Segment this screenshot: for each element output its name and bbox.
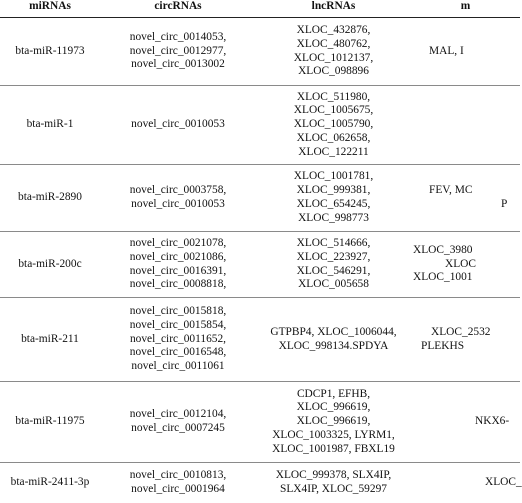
mirna-cell: bta-miR-200c	[0, 232, 100, 298]
lncrna-line: XLOC_1005675,	[293, 104, 374, 117]
table-row	[0, 18, 520, 86]
mrna-cell	[411, 86, 520, 165]
table-row	[0, 463, 520, 503]
circrna-line: novel_circ_0016548,	[129, 346, 227, 359]
circrna-line: novel_circ_0012977,	[129, 44, 227, 57]
lncrna-cell	[256, 382, 411, 463]
circrna-line: novel_circ_0013002	[131, 58, 225, 71]
mrna-line: MAL, I	[429, 44, 464, 57]
circrna-cell	[100, 298, 256, 382]
lncrna-line: XLOC_480762,	[296, 37, 371, 50]
circrna-line: novel_circ_0021086,	[129, 250, 227, 263]
circrna-line: novel_circ_0010813,	[129, 468, 227, 481]
circrna-line: novel_circ_0016391,	[129, 264, 227, 277]
mrna-line: XLOC_3980	[413, 243, 473, 256]
mrna-cell	[411, 382, 520, 463]
lncrna-line: XLOC_654245,	[296, 198, 371, 210]
lncrna-cell	[256, 232, 411, 298]
lncrna-cell	[256, 18, 411, 86]
table-row	[0, 232, 520, 298]
mirna-cell: bta-miR-2411-3p	[10, 475, 90, 488]
header-circrnas: circRNAs	[100, 0, 256, 18]
mrna-line: XLOC_2532	[431, 325, 491, 338]
header-mrnas: m	[411, 0, 520, 18]
mirna-cell: bta-miR-11973	[0, 18, 100, 86]
circrna-cell	[100, 86, 256, 165]
mrna-line: PLEKHS	[421, 339, 465, 352]
lncrna-cell	[256, 463, 411, 503]
lncrna-line: XLOC_511980,	[296, 90, 371, 103]
table-row	[0, 86, 520, 165]
table-row	[0, 165, 520, 232]
circrna-cell	[100, 382, 256, 463]
circrna-line: novel_circ_0014053,	[129, 30, 227, 43]
mrna-cell	[411, 298, 520, 382]
circrna-line: novel_circ_0015854,	[129, 318, 227, 331]
lncrna-line: XLOC_122211	[298, 145, 369, 158]
circrna-line: novel_circ_0015818,	[129, 305, 227, 317]
lncrna-line: XLOC_098896	[298, 65, 369, 78]
mrna-line: XLOC	[445, 257, 477, 270]
circrna-line: novel_circ_0011652,	[129, 332, 227, 345]
circrna-line: novel_circ_0007245	[131, 422, 225, 434]
circrna-line: novel_circ_0001964	[131, 482, 225, 495]
lncrna-cell	[256, 298, 411, 382]
lncrna-line: XLOC_999378, SLX4IP,	[275, 468, 392, 481]
mrna-line: P	[501, 198, 508, 210]
lncrna-line: XLOC_1012137,	[293, 51, 374, 64]
circrna-line: novel_circ_0003758,	[129, 184, 227, 197]
circrna-cell	[100, 463, 256, 503]
lncrna-cell	[256, 86, 411, 165]
lncrna-line: CDCP1, EFHB,	[296, 387, 371, 400]
mirna-cell: bta-miR-11975	[0, 382, 100, 463]
circrna-cell	[100, 18, 256, 86]
lncrna-line: XLOC_432876,	[296, 23, 371, 36]
circrna-line: novel_circ_0021078,	[129, 236, 227, 249]
mrna-line: FEV, MC	[429, 184, 473, 197]
lncrna-line: XLOC_999381,	[296, 184, 371, 197]
header-mirnas: miRNAs	[0, 0, 100, 18]
lncrna-line: GTPBP4, XLOC_1006044,	[270, 325, 397, 338]
lncrna-line: XLOC_062658,	[296, 131, 371, 144]
circrna-cell	[100, 165, 256, 232]
mrna-line: XLOC_1001	[413, 271, 473, 284]
lncrna-line: XLOC_996619,	[296, 401, 371, 414]
circrna-line: novel_circ_0008818,	[129, 278, 227, 291]
table-row	[0, 298, 520, 382]
header-lncrnas: lncRNAs	[256, 0, 411, 18]
table-row	[0, 382, 520, 463]
circrna-cell	[100, 232, 256, 298]
lncrna-line: XLOC_546291,	[296, 264, 371, 277]
lncrna-line: XLOC_514666,	[296, 236, 371, 249]
lncrna-line: XLOC_1005790,	[293, 118, 374, 131]
mirna-cell: bta-miR-2890	[0, 165, 100, 232]
mrna-cell	[411, 463, 520, 503]
header-row	[0, 0, 520, 18]
mrna-line: XLOC_	[485, 475, 522, 488]
lncrna-cell	[256, 165, 411, 232]
mirna-cell: bta-miR-1	[0, 86, 100, 165]
lncrna-line: XLOC_996619,	[296, 415, 371, 428]
lncrna-line: SLX4IP, XLOC_59297	[280, 482, 387, 495]
lncrna-line: XLOC_1003325, LYRM1,	[272, 428, 395, 441]
circrna-line: novel_circ_0011061	[131, 360, 225, 373]
lncrna-line: XLOC_223927,	[296, 250, 371, 263]
mrna-cell	[411, 165, 520, 232]
mrna-cell	[411, 232, 520, 298]
circrna-line: novel_circ_0012104,	[129, 408, 227, 421]
circrna-line: novel_circ_0010053	[131, 198, 225, 210]
lncrna-line: XLOC_1001781,	[293, 170, 374, 183]
lncrna-line: XLOC_998773	[298, 211, 369, 224]
lncrna-line: XLOC_998134.SPDYA	[278, 339, 389, 352]
mrna-cell	[411, 18, 520, 86]
mrna-line: NKX6-	[475, 415, 510, 428]
lncrna-line: XLOC_1001987, FBXL19	[272, 442, 395, 455]
lncrna-line: XLOC_005658	[298, 278, 369, 291]
circrna-line: novel_circ_0010053	[131, 118, 225, 131]
mirna-cell: bta-miR-211	[0, 298, 100, 382]
